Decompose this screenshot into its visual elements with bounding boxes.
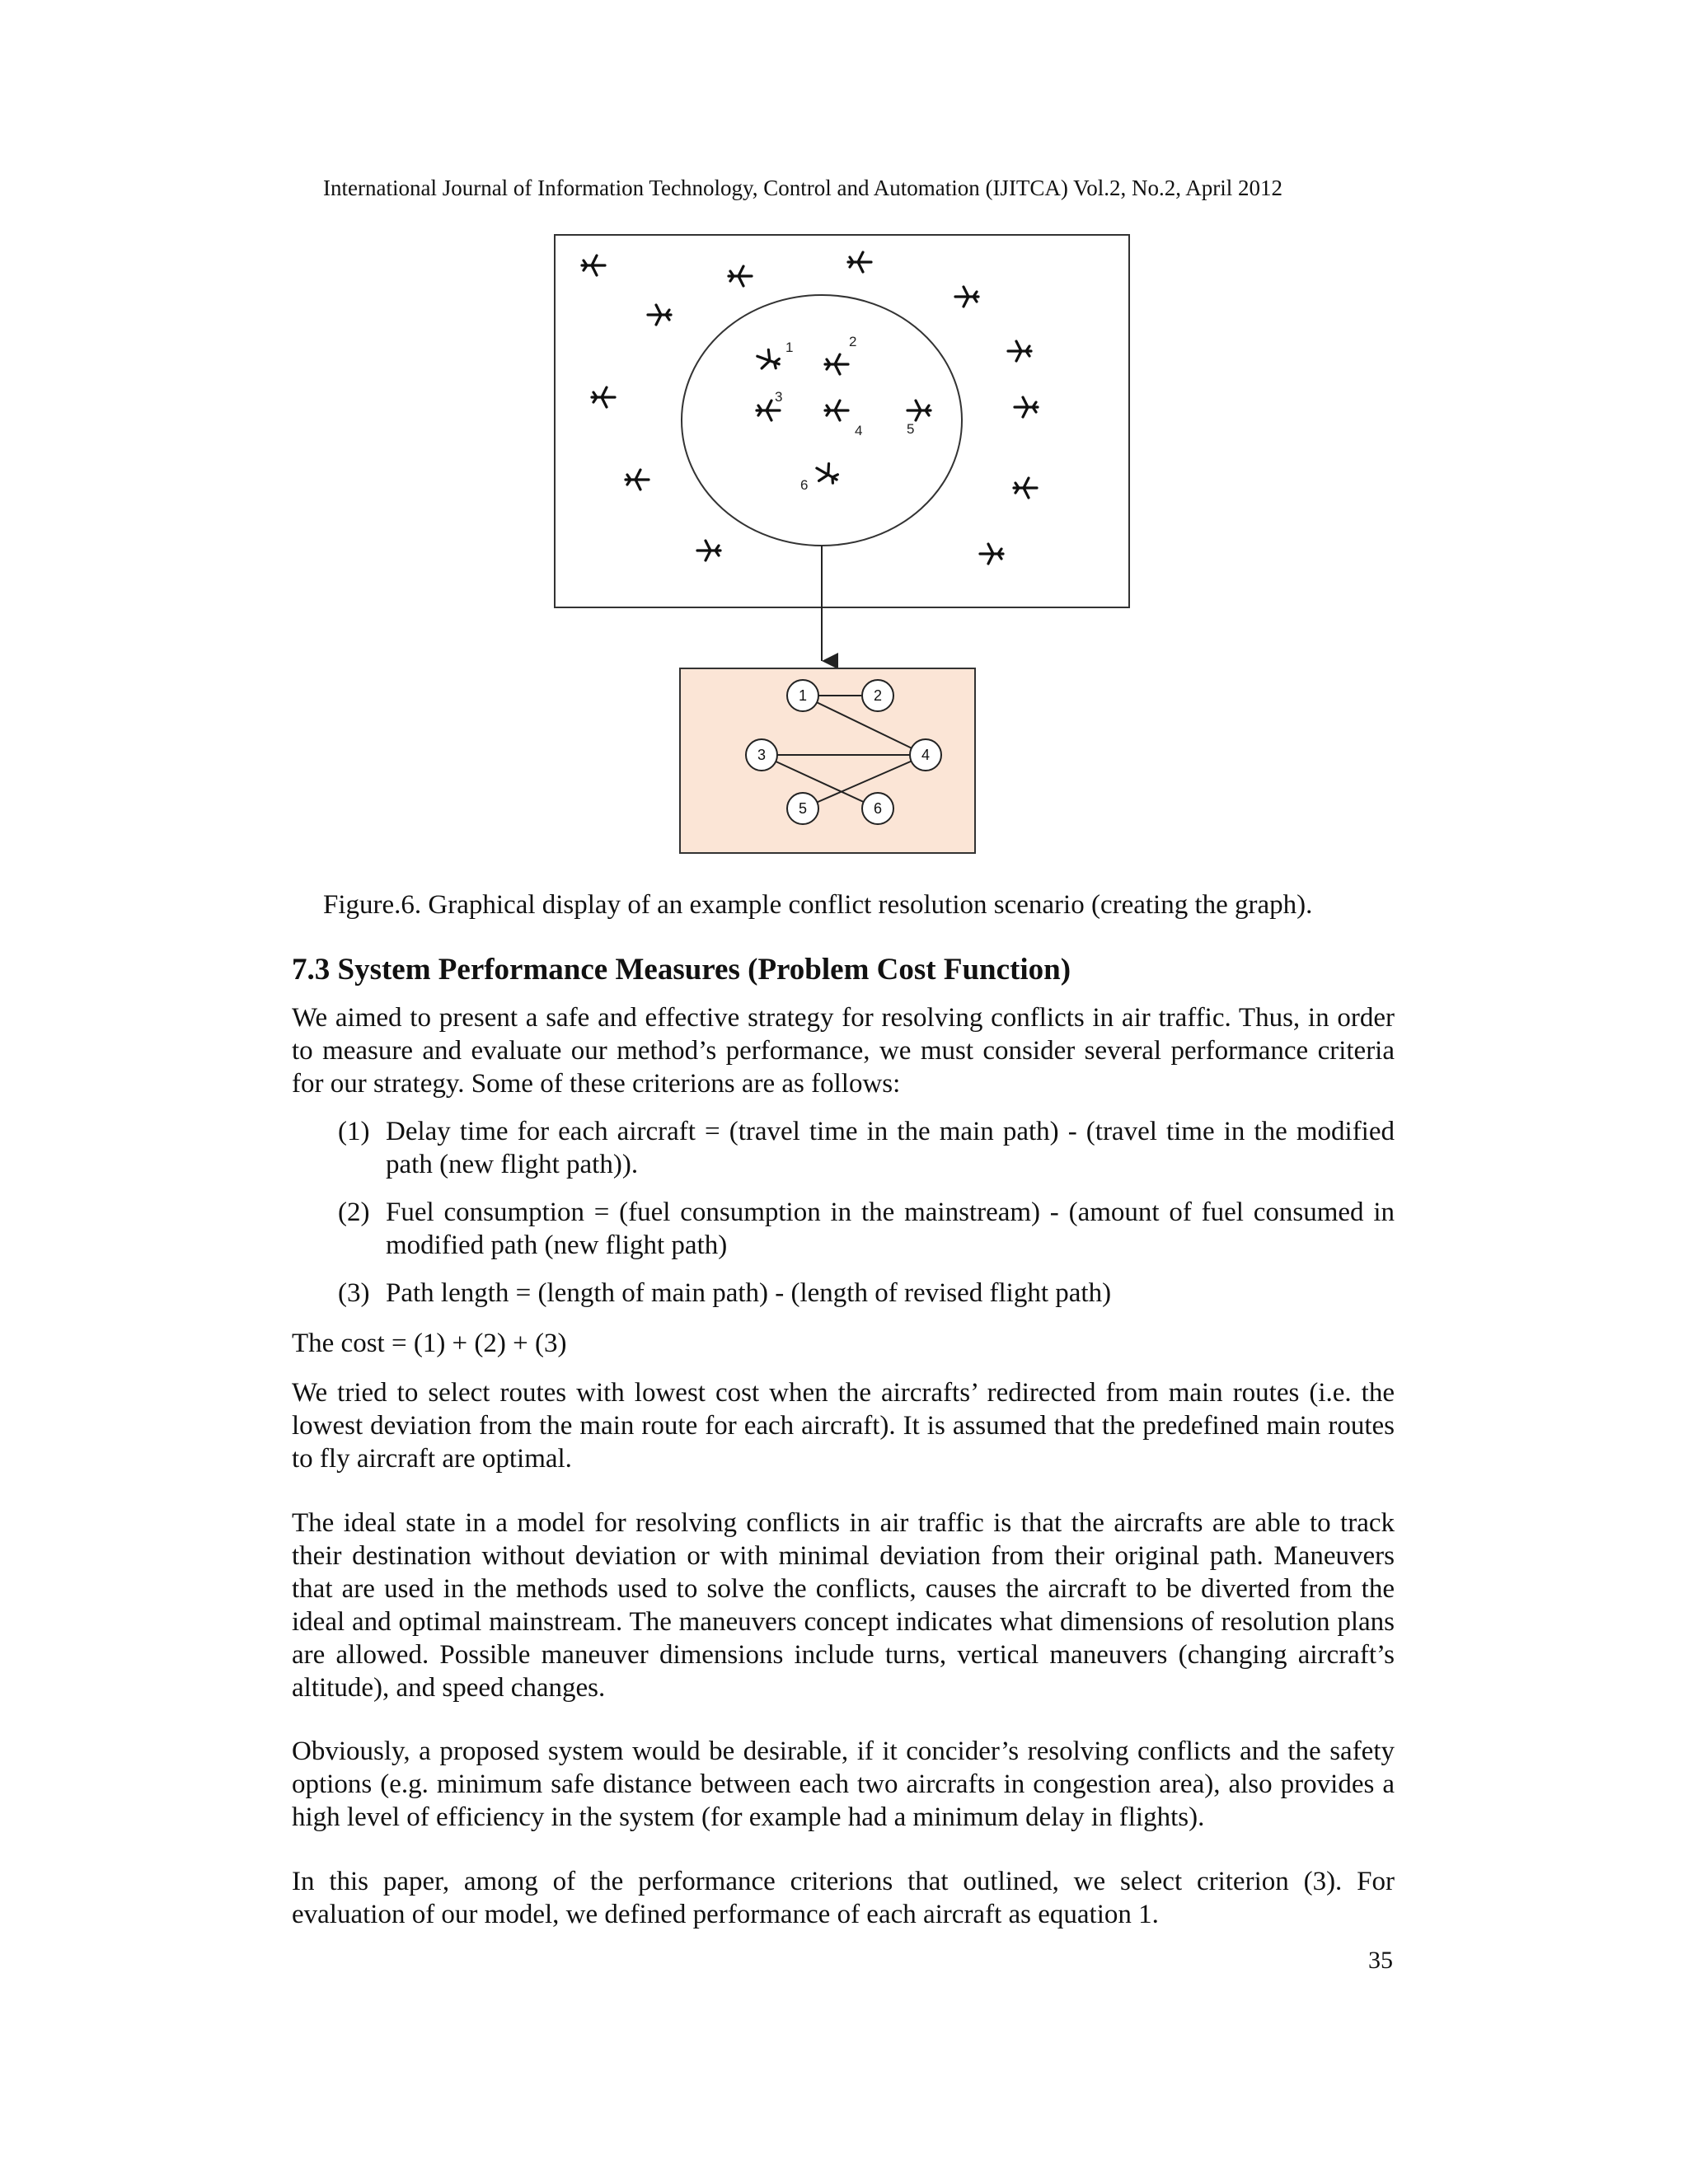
paragraph-intro: We aimed to present a safe and effective strategy for resolving conflicts in air traffic. Thus, in order to measure and evaluate our method’s performance, we must consider several performance criteria for our strategy. Some of these criterions are as follows: [292,1003,1395,1099]
conflict-diagram [544,231,1137,865]
aircraft-number: 4 [855,423,863,438]
list-item-text: Delay time for each aircraft = (travel time in the main path) - (travel time in the modified path (new flight path)). [386,1117,1395,1179]
aircraft-number: 1 [785,340,794,355]
graph-node-4 [910,739,941,771]
figure-6 [544,231,1137,865]
paragraph: Obviously, a proposed system would be desirable, if it concider’s resolving conflicts and the safety options (e.g. minimum safe distance between each two aircrafts in congestion area), also provides a high level of efficiency in the system (for example had a minimum delay in flights). [292,1736,1395,1832]
list-item [292,1196,1395,1262]
paragraph: In this paper, among of the performance criterions that outlined, we select criterion (3). For evaluation of our model, we defined performance of each aircraft as equation 1. [292,1867,1395,1929]
graph-node-label: 6 [873,800,883,817]
list-item-text: Fuel consumption = (fuel consumption in the mainstream) - (amount of fuel consumed in modified path (new flight path) [386,1197,1395,1260]
graph-node-label: 5 [798,800,808,817]
list-item [292,1115,1395,1181]
figure-caption: Figure.6. Graphical display of an example conflict resolution scenario (creating the graph). [323,890,1313,920]
list-item-number: (2) [338,1197,370,1227]
graph-node-6 [862,793,893,824]
list-item-text: Path length = (length of main path) - (length of revised flight path) [386,1278,1112,1308]
section-title: 7.3 System Performance Measures (Problem Cost Function) [292,953,1071,987]
graph-node-1 [787,680,818,711]
graph-node-5 [787,793,818,824]
cost-formula: The cost = (1) + (2) + (3) [292,1329,567,1358]
paragraph: We tried to select routes with lowest cost when the aircrafts’ redirected from main routes (i.e. the lowest deviation from the main route for each aircraft). It is assumed that the predefined main routes to fly aircraft are optimal. [292,1378,1395,1474]
graph-node-label: 4 [921,747,931,763]
list-item-number: (1) [338,1117,370,1146]
journal-header: International Journal of Information Technology, Control and Automation (IJITCA) Vol.2, No.2, April 2012 [323,176,1282,200]
graph-node-3 [746,739,777,771]
aircraft-number: 2 [849,334,857,349]
paragraph: The ideal state in a model for resolving conflicts in air traffic is that the aircrafts are able to track their destination without deviation or with minimal deviation from their original path. Maneuvers that are used in the methods used to solve the conflicts, causes the aircraft to be diverted from the ideal and optimal mainstream. The maneuvers concept indicates what dimensions of resolution plans are allowed. Possible maneuver dimensions include turns, vertical maneuvers (changing aircraft’s altitude), and speed changes. [292,1508,1395,1703]
aircraft-number: 3 [775,389,783,405]
criteria-list [292,1115,1395,1324]
aircraft-number: 6 [800,477,809,493]
aircraft-number: 5 [907,421,915,437]
graph-node-label: 2 [873,687,883,704]
page-number: 35 [1368,1947,1393,1974]
airspace-box [555,235,1129,607]
graph-node-label: 1 [798,687,808,704]
graph-node-label: 3 [757,747,767,763]
graph-node-2 [862,680,893,711]
list-item-number: (3) [338,1278,370,1308]
list-item [292,1277,1395,1310]
